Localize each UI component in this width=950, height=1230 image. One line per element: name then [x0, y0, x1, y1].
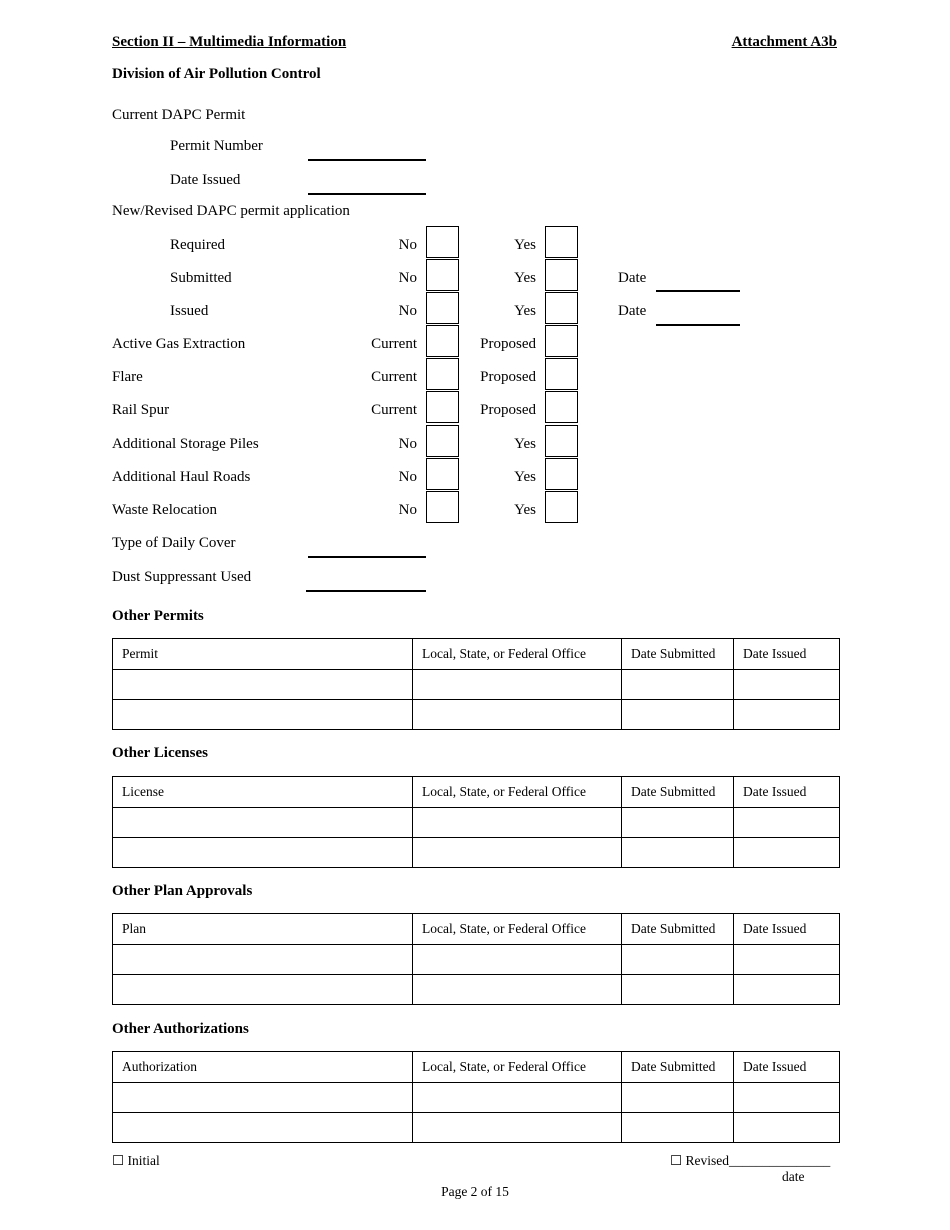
- table-cell[interactable]: [734, 808, 840, 838]
- row-label: Issued: [170, 303, 209, 319]
- option-label-1: No: [398, 502, 417, 518]
- column-header: License: [113, 777, 413, 808]
- checkbox-icon[interactable]: ☐: [112, 1153, 125, 1168]
- daily-cover-label: Type of Daily Cover: [112, 535, 236, 551]
- checkbox-required-yes[interactable]: [545, 226, 578, 258]
- column-header: Date Submitted: [622, 1052, 734, 1083]
- option-label-1: No: [398, 436, 417, 452]
- column-header: Date Submitted: [622, 639, 734, 670]
- table-cell[interactable]: [413, 670, 622, 700]
- table-cell[interactable]: [622, 808, 734, 838]
- column-header: Date Issued: [734, 777, 840, 808]
- dust-suppressant-label: Dust Suppressant Used: [112, 569, 252, 585]
- date-label: Date: [618, 270, 647, 286]
- column-header: Date Submitted: [622, 777, 734, 808]
- column-header: Local, State, or Federal Office: [413, 777, 622, 808]
- column-header: Authorization: [113, 1052, 413, 1083]
- table-cell[interactable]: [622, 945, 734, 975]
- table-cell[interactable]: [622, 1083, 734, 1113]
- date-label: Date: [618, 303, 647, 319]
- checkbox-gas-extraction-proposed[interactable]: [545, 325, 578, 357]
- table-row: [113, 1083, 840, 1113]
- option-label-1: Current: [371, 402, 417, 418]
- column-header: Local, State, or Federal Office: [413, 1052, 622, 1083]
- revised-option[interactable]: [670, 1152, 830, 1169]
- table-cell[interactable]: [734, 945, 840, 975]
- daily-cover-field[interactable]: [308, 556, 426, 558]
- table-cell[interactable]: [622, 975, 734, 1005]
- row-label: Waste Relocation: [112, 502, 218, 518]
- table-cell[interactable]: [413, 1113, 622, 1143]
- table-cell[interactable]: [113, 838, 413, 868]
- option-label-2: Yes: [514, 237, 536, 253]
- row-label: Additional Haul Roads: [112, 469, 251, 485]
- table-cell[interactable]: [734, 1083, 840, 1113]
- column-header: Date Issued: [734, 639, 840, 670]
- table-cell[interactable]: [622, 700, 734, 730]
- other-permits-table: [112, 638, 840, 730]
- column-header: Permit: [113, 639, 413, 670]
- date-issued-label: Date Issued: [170, 172, 241, 188]
- option-label-2: Yes: [514, 469, 536, 485]
- checkbox-storage-piles-yes[interactable]: [545, 425, 578, 457]
- column-header: Local, State, or Federal Office: [413, 639, 622, 670]
- table-cell[interactable]: [413, 838, 622, 868]
- option-label-2: Yes: [514, 436, 536, 452]
- table-cell[interactable]: [113, 975, 413, 1005]
- option-label-1: No: [398, 469, 417, 485]
- table-cell[interactable]: [734, 1113, 840, 1143]
- table-cell[interactable]: [113, 1083, 413, 1113]
- option-label-1: No: [398, 303, 417, 319]
- row-label: Required: [170, 237, 225, 253]
- initial-option[interactable]: [112, 1152, 160, 1169]
- table-row: [113, 838, 840, 868]
- table-cell[interactable]: [113, 670, 413, 700]
- column-header: Local, State, or Federal Office: [413, 914, 622, 945]
- table-title-licenses: Other Licenses: [112, 745, 208, 761]
- page-number: Page 2 of 15: [441, 1184, 509, 1199]
- table-row: [113, 1113, 840, 1143]
- option-label-2: Proposed: [480, 402, 536, 418]
- table-cell[interactable]: [113, 1113, 413, 1143]
- division-title: Division of Air Pollution Control: [112, 66, 321, 82]
- table-row: [113, 808, 840, 838]
- table-cell[interactable]: [113, 945, 413, 975]
- initial-label: Initial: [127, 1153, 160, 1168]
- checkbox-flare-proposed[interactable]: [545, 358, 578, 390]
- column-header: Date Submitted: [622, 914, 734, 945]
- revised-label: Revised: [685, 1153, 729, 1168]
- row-label: Flare: [112, 369, 143, 385]
- table-cell[interactable]: [113, 808, 413, 838]
- table-cell[interactable]: [413, 975, 622, 1005]
- table-cell[interactable]: [734, 838, 840, 868]
- option-label-2: Yes: [514, 270, 536, 286]
- option-label-1: Current: [371, 369, 417, 385]
- table-title-authorizations: Other Authorizations: [112, 1021, 249, 1037]
- date-caption: date: [782, 1169, 805, 1184]
- table-cell[interactable]: [734, 670, 840, 700]
- table-cell[interactable]: [622, 670, 734, 700]
- other-authorizations-table: [112, 1051, 840, 1143]
- checkbox-rail-spur-proposed[interactable]: [545, 391, 578, 423]
- revised-date-blank[interactable]: _______________: [728, 1153, 831, 1168]
- table-cell[interactable]: [413, 700, 622, 730]
- attachment-label: Attachment A3b: [731, 34, 837, 50]
- table-row: [113, 670, 840, 700]
- table-cell[interactable]: [113, 700, 413, 730]
- row-label: Rail Spur: [112, 402, 170, 418]
- table-title-permits: Other Permits: [112, 608, 204, 624]
- table-row: [113, 700, 840, 730]
- table-cell[interactable]: [622, 1113, 734, 1143]
- current-permit-label: Current DAPC Permit: [112, 107, 246, 123]
- option-label-2: Yes: [514, 303, 536, 319]
- new-permit-label: New/Revised DAPC permit application: [112, 203, 350, 219]
- row-label: Additional Storage Piles: [112, 436, 259, 452]
- option-label-1: No: [398, 270, 417, 286]
- permit-number-field[interactable]: [308, 159, 426, 161]
- option-label-2: Proposed: [480, 336, 536, 352]
- date-issued-field[interactable]: [308, 193, 426, 195]
- option-label-2: Yes: [514, 502, 536, 518]
- option-label-2: Proposed: [480, 369, 536, 385]
- table-row: [113, 975, 840, 1005]
- row-label: Submitted: [170, 270, 232, 286]
- checkbox-waste-relocation-yes[interactable]: [545, 491, 578, 523]
- table-cell[interactable]: [413, 945, 622, 975]
- table-row: [113, 945, 840, 975]
- other-licenses-table: [112, 776, 840, 868]
- table-cell[interactable]: [734, 700, 840, 730]
- column-header: Plan: [113, 914, 413, 945]
- table-title-plan-approvals: Other Plan Approvals: [112, 883, 253, 899]
- permit-number-label: Permit Number: [170, 138, 263, 154]
- column-header: Date Issued: [734, 1052, 840, 1083]
- table-cell[interactable]: [413, 808, 622, 838]
- checkbox-issued-yes[interactable]: [545, 292, 578, 324]
- option-label-1: Current: [371, 336, 417, 352]
- table-cell[interactable]: [622, 838, 734, 868]
- checkbox-submitted-yes[interactable]: [545, 259, 578, 291]
- row-label: Active Gas Extraction: [112, 336, 246, 352]
- issued-date-field[interactable]: [656, 324, 740, 326]
- checkbox-haul-roads-yes[interactable]: [545, 458, 578, 490]
- option-label-1: No: [398, 237, 417, 253]
- dust-suppressant-field[interactable]: [306, 590, 426, 592]
- checkbox-icon[interactable]: ☐: [670, 1153, 683, 1168]
- submitted-date-field[interactable]: [656, 290, 740, 292]
- column-header: Date Issued: [734, 914, 840, 945]
- other-plan-approvals-table: [112, 913, 840, 1005]
- table-cell[interactable]: [413, 1083, 622, 1113]
- table-cell[interactable]: [734, 975, 840, 1005]
- section-title: Section II – Multimedia Information: [112, 34, 347, 50]
